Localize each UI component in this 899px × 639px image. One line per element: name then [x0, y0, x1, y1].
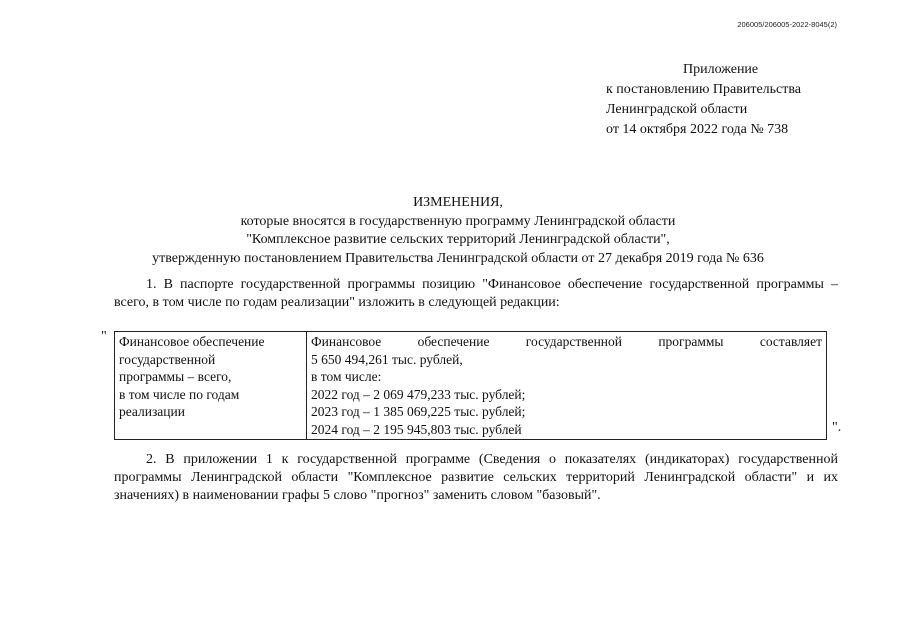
appendix-line: от 14 октября 2022 года № 738	[606, 122, 789, 137]
cell-line: Финансовое обеспечение	[119, 334, 265, 349]
paragraph-1: 1. В паспорте государственной программы позицию "Финансовое обеспечение государственной программы – всего, в том числе по годам реализации" изложить в следующей редакции:	[114, 277, 838, 310]
appendix-block	[606, 60, 801, 140]
cell-line: государственной	[119, 351, 216, 367]
cell-line: реализации	[119, 404, 185, 419]
title-line: которые вносятся в государственную программу Ленинградской области	[240, 213, 676, 229]
title-line: утвержденную постановлением Правительства Ленинградской области от 27 декабря 2019 года № 636	[152, 250, 764, 266]
title-heading: ИЗМЕНЕНИЯ,	[413, 195, 503, 210]
table-row	[115, 332, 827, 440]
table-cell-value	[307, 332, 827, 440]
cell-line: программы – всего,	[119, 369, 232, 384]
document-code: 206005/206005-2022-8045(2)	[737, 20, 837, 29]
open-quote: "	[101, 329, 107, 344]
title-line: "Комплексное развитие сельских территорий Ленинградской области",	[246, 232, 670, 247]
cell-line: 5 650 494,261 тыс. рублей,	[311, 351, 463, 367]
cell-line: в том числе:	[311, 369, 382, 384]
appendix-line: к постановлению Правительства	[606, 82, 802, 97]
cell-line: Финансовое обеспечение государственной программы составляет	[311, 334, 822, 349]
title-block	[90, 194, 826, 268]
close-quote: ".	[832, 420, 842, 435]
cell-line: в том числе по годам	[119, 386, 240, 402]
cell-line: 2022 год – 2 069 479,233 тыс. рублей;	[311, 386, 526, 402]
cell-line: 2024 год – 2 195 945,803 тыс. рублей	[311, 421, 522, 437]
paragraph-2: 2. В приложении 1 к государственной программе (Сведения о показателях (индикаторах) государственной программы Ленинградской области "Комплексное развитие сельских территорий Ленинградской области" и их значениях) в наименовании графы 5 слово "прогноз" заменить словом "базовый".	[114, 452, 838, 503]
table-cell-label	[115, 332, 307, 440]
appendix-line: Приложение	[683, 62, 759, 77]
appendix-line: Ленинградской области	[606, 102, 748, 117]
passport-table	[114, 331, 827, 440]
cell-line: 2023 год – 1 385 069,225 тыс. рублей;	[311, 404, 526, 419]
